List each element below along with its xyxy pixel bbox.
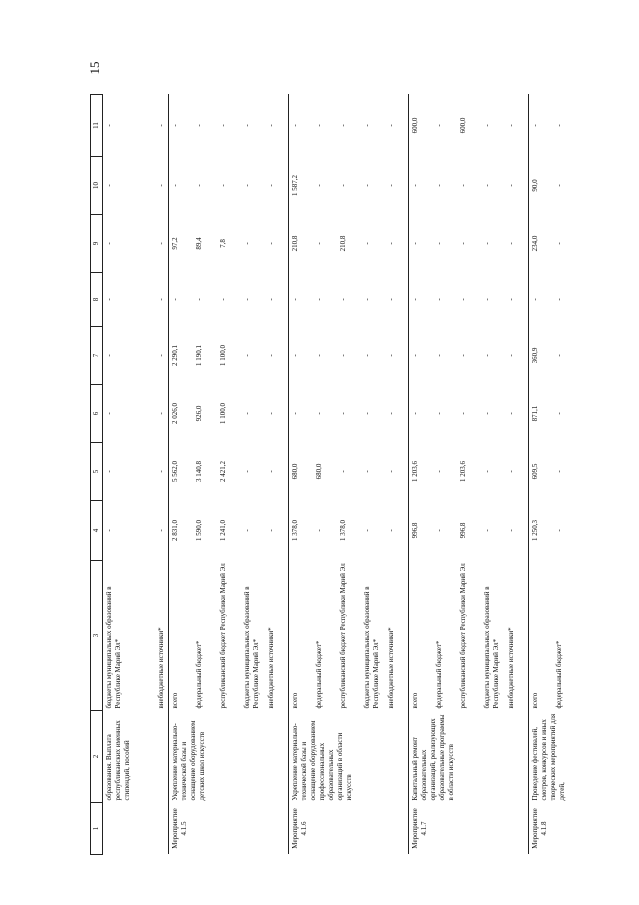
value-cell: 2 290,1 — [169, 327, 193, 385]
column-number-2: 2 — [91, 711, 103, 803]
value-cell: - — [362, 298, 371, 301]
value-cell: - — [482, 412, 491, 415]
value-cell: - — [386, 242, 395, 245]
measure-id-cell — [103, 803, 169, 855]
value-cell: - — [482, 184, 491, 187]
funding-source-cell: всего — [169, 561, 193, 711]
funding-source-cell: внебюджетные источники* — [386, 627, 395, 709]
value-cell: - — [434, 242, 443, 245]
table-row — [169, 95, 193, 855]
funding-source-cell: всего — [529, 561, 553, 711]
value-cell: - — [242, 529, 251, 532]
value-cell: - — [194, 124, 203, 127]
column-number-1: 1 — [91, 803, 103, 855]
value-cell: - — [314, 124, 323, 127]
value-cell: - — [362, 412, 371, 415]
value-cell: - — [157, 124, 165, 127]
value-cell: - — [105, 412, 113, 415]
value-cell: 926,0 — [194, 405, 203, 422]
value-cell: 7,8 — [218, 239, 227, 248]
column-number-4: 4 — [91, 501, 103, 561]
value-cell: - — [314, 412, 323, 415]
value-cell: - — [338, 354, 347, 357]
financing-table — [90, 94, 577, 855]
value-cell: - — [105, 242, 113, 245]
value-cell: - — [266, 470, 275, 473]
value-cell: - — [554, 298, 563, 301]
value-cell: - — [362, 470, 371, 473]
value-cell: - — [157, 412, 165, 415]
value-cell: - — [386, 470, 395, 473]
value-cell: - — [289, 273, 313, 327]
value-cell: 600,0 — [409, 95, 433, 157]
value-cell: - — [218, 184, 227, 187]
funding-source-cell: внебюджетные источники* — [157, 627, 165, 709]
value-cell: - — [506, 412, 515, 415]
value-cell: 1 241,0 — [218, 520, 227, 541]
value-cell: 1 190,1 — [194, 345, 203, 366]
value-cell: - — [157, 242, 165, 245]
value-cell: - — [482, 242, 491, 245]
value-cell: - — [314, 184, 323, 187]
value-cell: - — [242, 242, 251, 245]
column-number-6: 6 — [91, 385, 103, 443]
column-number-5: 5 — [91, 443, 103, 501]
measure-name-cell: Укрепление материально-технической базы и оснащение оборудованием профессиональных образовательных организаций в области искусств — [289, 711, 409, 803]
value-cell: - — [554, 242, 563, 245]
value-cell: 2 421,2 — [218, 461, 227, 482]
funding-source-cell: всего — [409, 561, 433, 711]
value-cell: 210,8 — [289, 215, 313, 273]
value-cell: - — [554, 412, 563, 415]
value-cell: - — [362, 529, 371, 532]
value-cell: - — [194, 184, 203, 187]
value-cell: - — [409, 327, 433, 385]
value-cell: - — [554, 354, 563, 357]
value-cell: - — [242, 354, 251, 357]
table-body — [103, 95, 577, 855]
funding-source-cell: федеральный бюджет* — [194, 640, 203, 709]
value-cell: - — [266, 354, 275, 357]
value-cell: - — [242, 298, 251, 301]
value-cell: - — [362, 124, 371, 127]
value-cell: - — [386, 412, 395, 415]
funding-source-cell: бюджеты муниципальных образований в Республике Марий Эл* — [362, 586, 380, 709]
value-cell: - — [242, 470, 251, 473]
value-cell: - — [506, 124, 515, 127]
value-cell: 996,8 — [458, 522, 467, 539]
value-cell: - — [386, 354, 395, 357]
value-cell: - — [266, 529, 275, 532]
value-cell: - — [242, 184, 251, 187]
value-cell: - — [434, 184, 443, 187]
value-cell: - — [482, 470, 491, 473]
funding-source-cell: республиканский бюджет Республики Марий Эл — [218, 563, 227, 709]
value-cell: - — [338, 124, 347, 127]
value-cell: - — [289, 327, 313, 385]
value-cell: - — [458, 298, 467, 301]
funding-source-cell: федеральный бюджет* — [314, 640, 323, 709]
value-cell: - — [482, 354, 491, 357]
value-cell: - — [554, 124, 563, 127]
value-cell: - — [434, 298, 443, 301]
table-row — [103, 95, 133, 855]
column-number-9: 9 — [91, 215, 103, 273]
measure-name-cell: Капитальный ремонт образовательных организаций, реализующих образовательные программы в области искусств — [409, 711, 529, 803]
value-cell: - — [266, 184, 275, 187]
value-cell: - — [157, 298, 165, 301]
value-cell: - — [105, 354, 113, 357]
value-cell: - — [338, 298, 347, 301]
value-cell: - — [157, 354, 165, 357]
value-cell: - — [218, 298, 227, 301]
measure-id-cell: Мероприятие 4.1.6 — [289, 803, 409, 855]
value-cell: - — [482, 529, 491, 532]
value-cell: - — [434, 354, 443, 357]
value-cell: - — [482, 124, 491, 127]
funding-source-cell: федеральный бюджет* — [554, 640, 563, 709]
value-cell: - — [266, 298, 275, 301]
table-row — [529, 95, 553, 855]
value-cell: 1 203,6 — [458, 461, 467, 482]
value-cell: 1 378,0 — [289, 501, 313, 561]
value-cell: - — [386, 184, 395, 187]
value-cell: 360,9 — [529, 327, 553, 385]
value-cell: 1 590,0 — [194, 520, 203, 541]
value-cell: - — [169, 95, 193, 157]
value-cell: - — [409, 215, 433, 273]
value-cell: - — [362, 354, 371, 357]
funding-source-cell: внебюджетные источники* — [266, 627, 275, 709]
value-cell: - — [506, 242, 515, 245]
value-cell: - — [105, 298, 113, 301]
measure-name-cell: Проведение фестивалей, смотров, конкурсов и иных творческих мероприятий для детей, — [529, 711, 577, 803]
value-cell: - — [157, 184, 165, 187]
value-cell: - — [242, 412, 251, 415]
value-cell: - — [434, 470, 443, 473]
funding-source-cell: республиканский бюджет Республики Марий Эл — [458, 563, 467, 709]
column-number-7: 7 — [91, 327, 103, 385]
value-cell: 1 587,2 — [289, 157, 313, 215]
rotated-table-container — [90, 95, 570, 855]
value-cell: - — [314, 354, 323, 357]
value-cell: 996,8 — [409, 501, 433, 561]
value-cell: 609,5 — [529, 443, 553, 501]
funding-source-cell: бюджеты муниципальных образований в Республике Марий Эл* — [242, 586, 260, 709]
page-number: 15 — [87, 61, 102, 75]
measure-id-cell: Мероприятие 4.1.5 — [169, 803, 289, 855]
value-cell: - — [386, 124, 395, 127]
value-cell: - — [458, 412, 467, 415]
value-cell: - — [338, 184, 347, 187]
funding-source-cell: внебюджетные источники* — [506, 627, 515, 709]
column-number-8: 8 — [91, 273, 103, 327]
value-cell: - — [242, 124, 251, 127]
value-cell: - — [266, 124, 275, 127]
value-cell: 1 378,0 — [338, 520, 347, 541]
funding-source-cell: республиканский бюджет Республики Марий Эл — [338, 563, 347, 709]
column-number-row — [91, 95, 103, 855]
value-cell: 5 562,0 — [169, 443, 193, 501]
value-cell: - — [458, 242, 467, 245]
value-cell: - — [386, 298, 395, 301]
value-cell: - — [362, 184, 371, 187]
value-cell: - — [529, 273, 553, 327]
value-cell: - — [386, 529, 395, 532]
measure-name-cell: образования. Выплата республиканских именных стипендий, пособий — [105, 720, 131, 801]
value-cell: - — [362, 242, 371, 245]
value-cell: - — [266, 412, 275, 415]
value-cell: - — [169, 273, 193, 327]
value-cell: - — [157, 529, 165, 532]
value-cell: - — [314, 242, 323, 245]
column-number-11: 11 — [91, 95, 103, 157]
table-row — [289, 95, 313, 855]
value-cell: 1 203,6 — [409, 443, 433, 501]
value-cell: - — [338, 470, 347, 473]
value-cell: - — [338, 412, 347, 415]
value-cell: 97,2 — [169, 215, 193, 273]
value-cell: - — [314, 529, 323, 532]
value-cell: - — [218, 124, 227, 127]
funding-source-cell: бюджеты муниципальных образований в Республике Марий Эл* — [482, 586, 500, 709]
measure-id-cell: Мероприятие 4.1.7 — [409, 803, 529, 855]
funding-source-cell: всего — [289, 561, 313, 711]
value-cell: - — [289, 95, 313, 157]
measure-name-cell: Укрепление материально-технической базы и оснащение оборудованием детских школ искусств — [169, 711, 289, 803]
funding-source-cell: бюджеты муниципальных образований в Республике Марий Эл* — [105, 586, 122, 709]
value-cell: 1 100,0 — [218, 403, 227, 424]
value-cell: - — [157, 470, 165, 473]
value-cell: 2 026,0 — [169, 385, 193, 443]
value-cell: 680,0 — [289, 443, 313, 501]
value-cell: - — [409, 273, 433, 327]
value-cell: - — [314, 298, 323, 301]
value-cell: - — [434, 412, 443, 415]
value-cell: - — [266, 242, 275, 245]
value-cell: - — [169, 157, 193, 215]
value-cell: - — [506, 298, 515, 301]
value-cell: - — [409, 157, 433, 215]
value-cell: - — [194, 298, 203, 301]
column-number-10: 10 — [91, 157, 103, 215]
value-cell: 89,4 — [194, 237, 203, 250]
value-cell: - — [506, 529, 515, 532]
value-cell: 1 100,0 — [218, 345, 227, 366]
value-cell: 1 250,3 — [529, 501, 553, 561]
value-cell: 234,0 — [529, 215, 553, 273]
value-cell: 2 831,0 — [169, 501, 193, 561]
measure-id-cell: Мероприятие 4.1.8 — [529, 803, 577, 855]
value-cell: - — [482, 298, 491, 301]
value-cell: - — [289, 385, 313, 443]
value-cell: - — [554, 470, 563, 473]
value-cell: - — [458, 184, 467, 187]
funding-source-cell: федеральный бюджет* — [434, 640, 443, 709]
value-cell: - — [434, 124, 443, 127]
value-cell: - — [506, 184, 515, 187]
value-cell: 600,0 — [458, 117, 467, 134]
value-cell: - — [105, 470, 113, 473]
value-cell: - — [529, 95, 553, 157]
value-cell: 90,0 — [529, 157, 553, 215]
value-cell: 3 140,8 — [194, 461, 203, 482]
value-cell: - — [554, 184, 563, 187]
column-number-3: 3 — [91, 561, 103, 711]
value-cell: 680,0 — [314, 463, 323, 480]
value-cell: - — [434, 529, 443, 532]
value-cell: - — [105, 124, 113, 127]
value-cell: 210,8 — [338, 235, 347, 252]
value-cell: - — [105, 184, 113, 187]
table-row — [409, 95, 433, 855]
value-cell: - — [105, 529, 113, 532]
value-cell: - — [506, 470, 515, 473]
value-cell: - — [409, 385, 433, 443]
value-cell: 871,1 — [529, 385, 553, 443]
value-cell: - — [458, 354, 467, 357]
value-cell: - — [554, 529, 563, 532]
value-cell: - — [506, 354, 515, 357]
